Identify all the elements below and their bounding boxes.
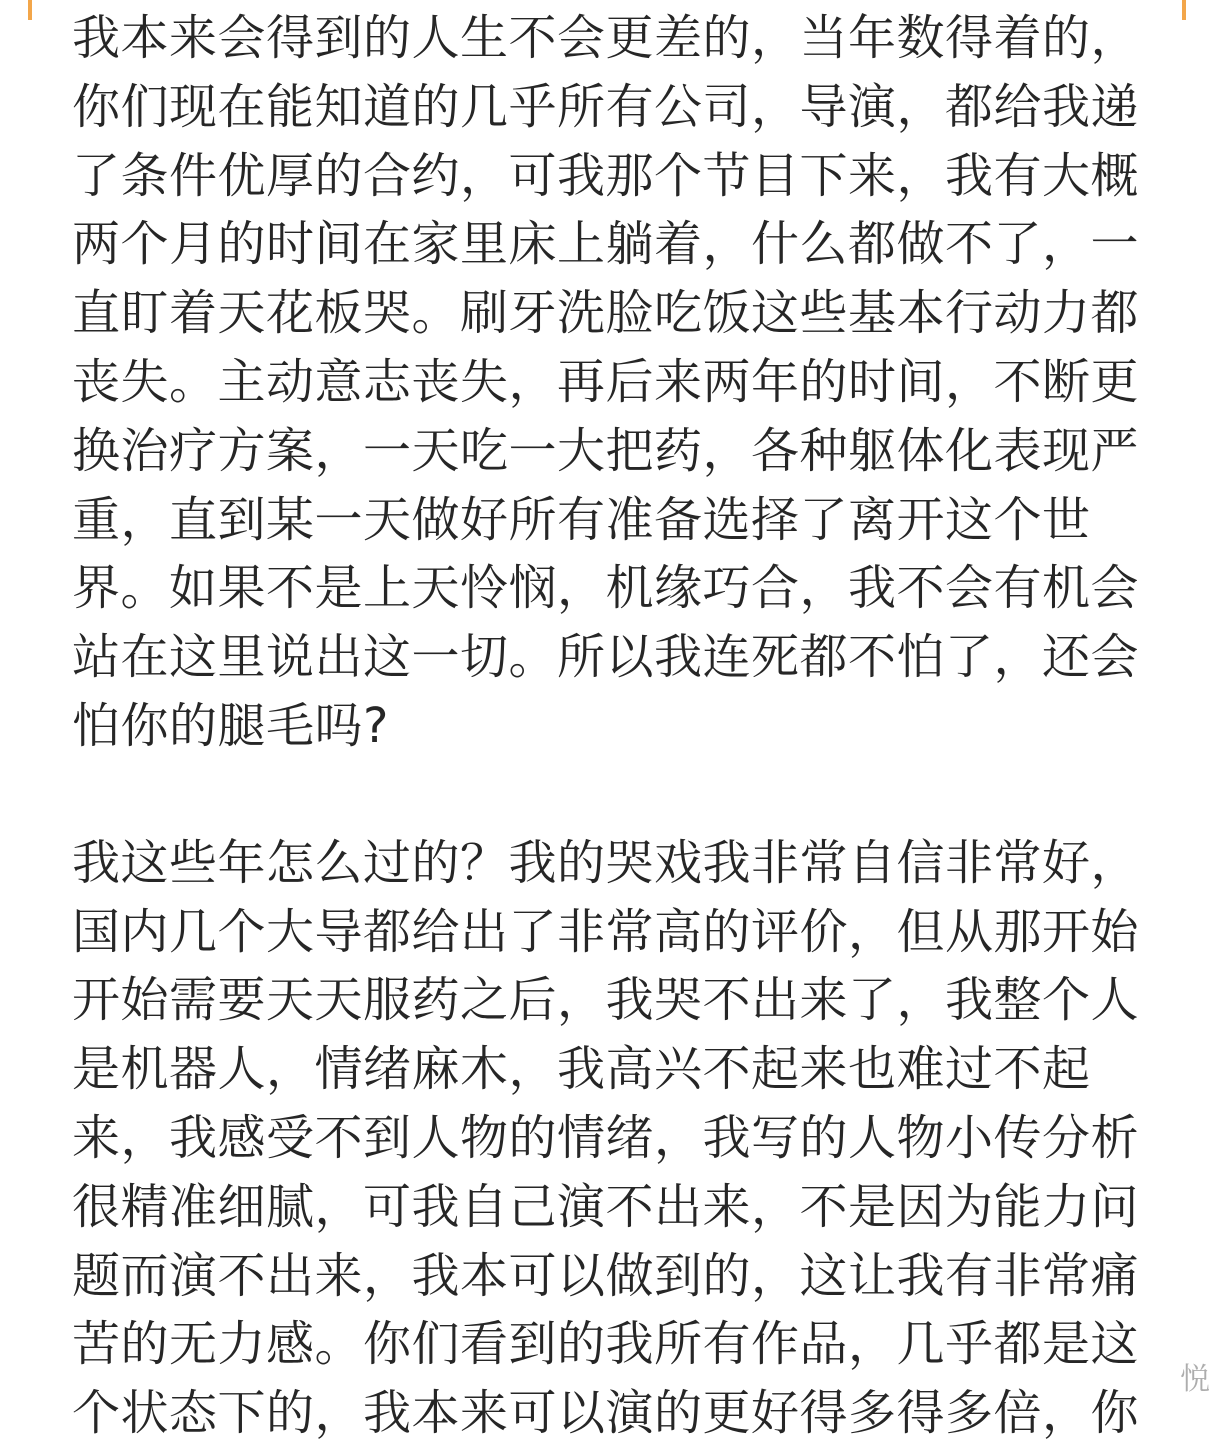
top-edge-accent-left	[28, 0, 32, 20]
top-edge-accent-right	[1182, 0, 1186, 20]
article-body	[72, 4, 1144, 1448]
paragraph-1: 我本来会得到的人生不会更差的，当年数得着的， 你们现在能知道的几乎所有公司，导演，都给我递 了条件优厚的合约，可我那个节目下来，我有大概 两个月的时间在家里床上躺着，什么都做不了，一 直盯着天花板哭。刷牙洗脸吃饭这些基本行动力都 丧失。主动意志丧失，再后来两年的时间，不断更 换治疗方案，一天吃一大把药，各种躯体化表现严 重，直到某一天做好所有准备选择了离开这个世 界。如果不是上天怜悯，机缘巧合，我不会有机会 站在这里说出这一切。所以我连死都不怕了，还会 怕你的腿毛吗?	[72, 10, 1140, 754]
paragraph-2: 我这些年怎么过的？我的哭戏我非常自信非常好， 国内几个大导都给出了非常高的评价，但从那开始 开始需要天天服药之后，我哭不出来了，我整个人 是机器人，情绪麻木，我高兴不起来也难过不起 来，我感受不到人物的情绪，我写的人物小传分析 很精准细腻，可我自己演不出来，不是因为能力问 题而演不出来，我本可以做到的，这让我有非常痛 苦的无力感。你们看到的我所有作品，几乎都是这 个状态下的，我本来可以演的更好得多得多倍，你	[72, 834, 1140, 1442]
watermark-logo: 悦	[1180, 1362, 1210, 1397]
